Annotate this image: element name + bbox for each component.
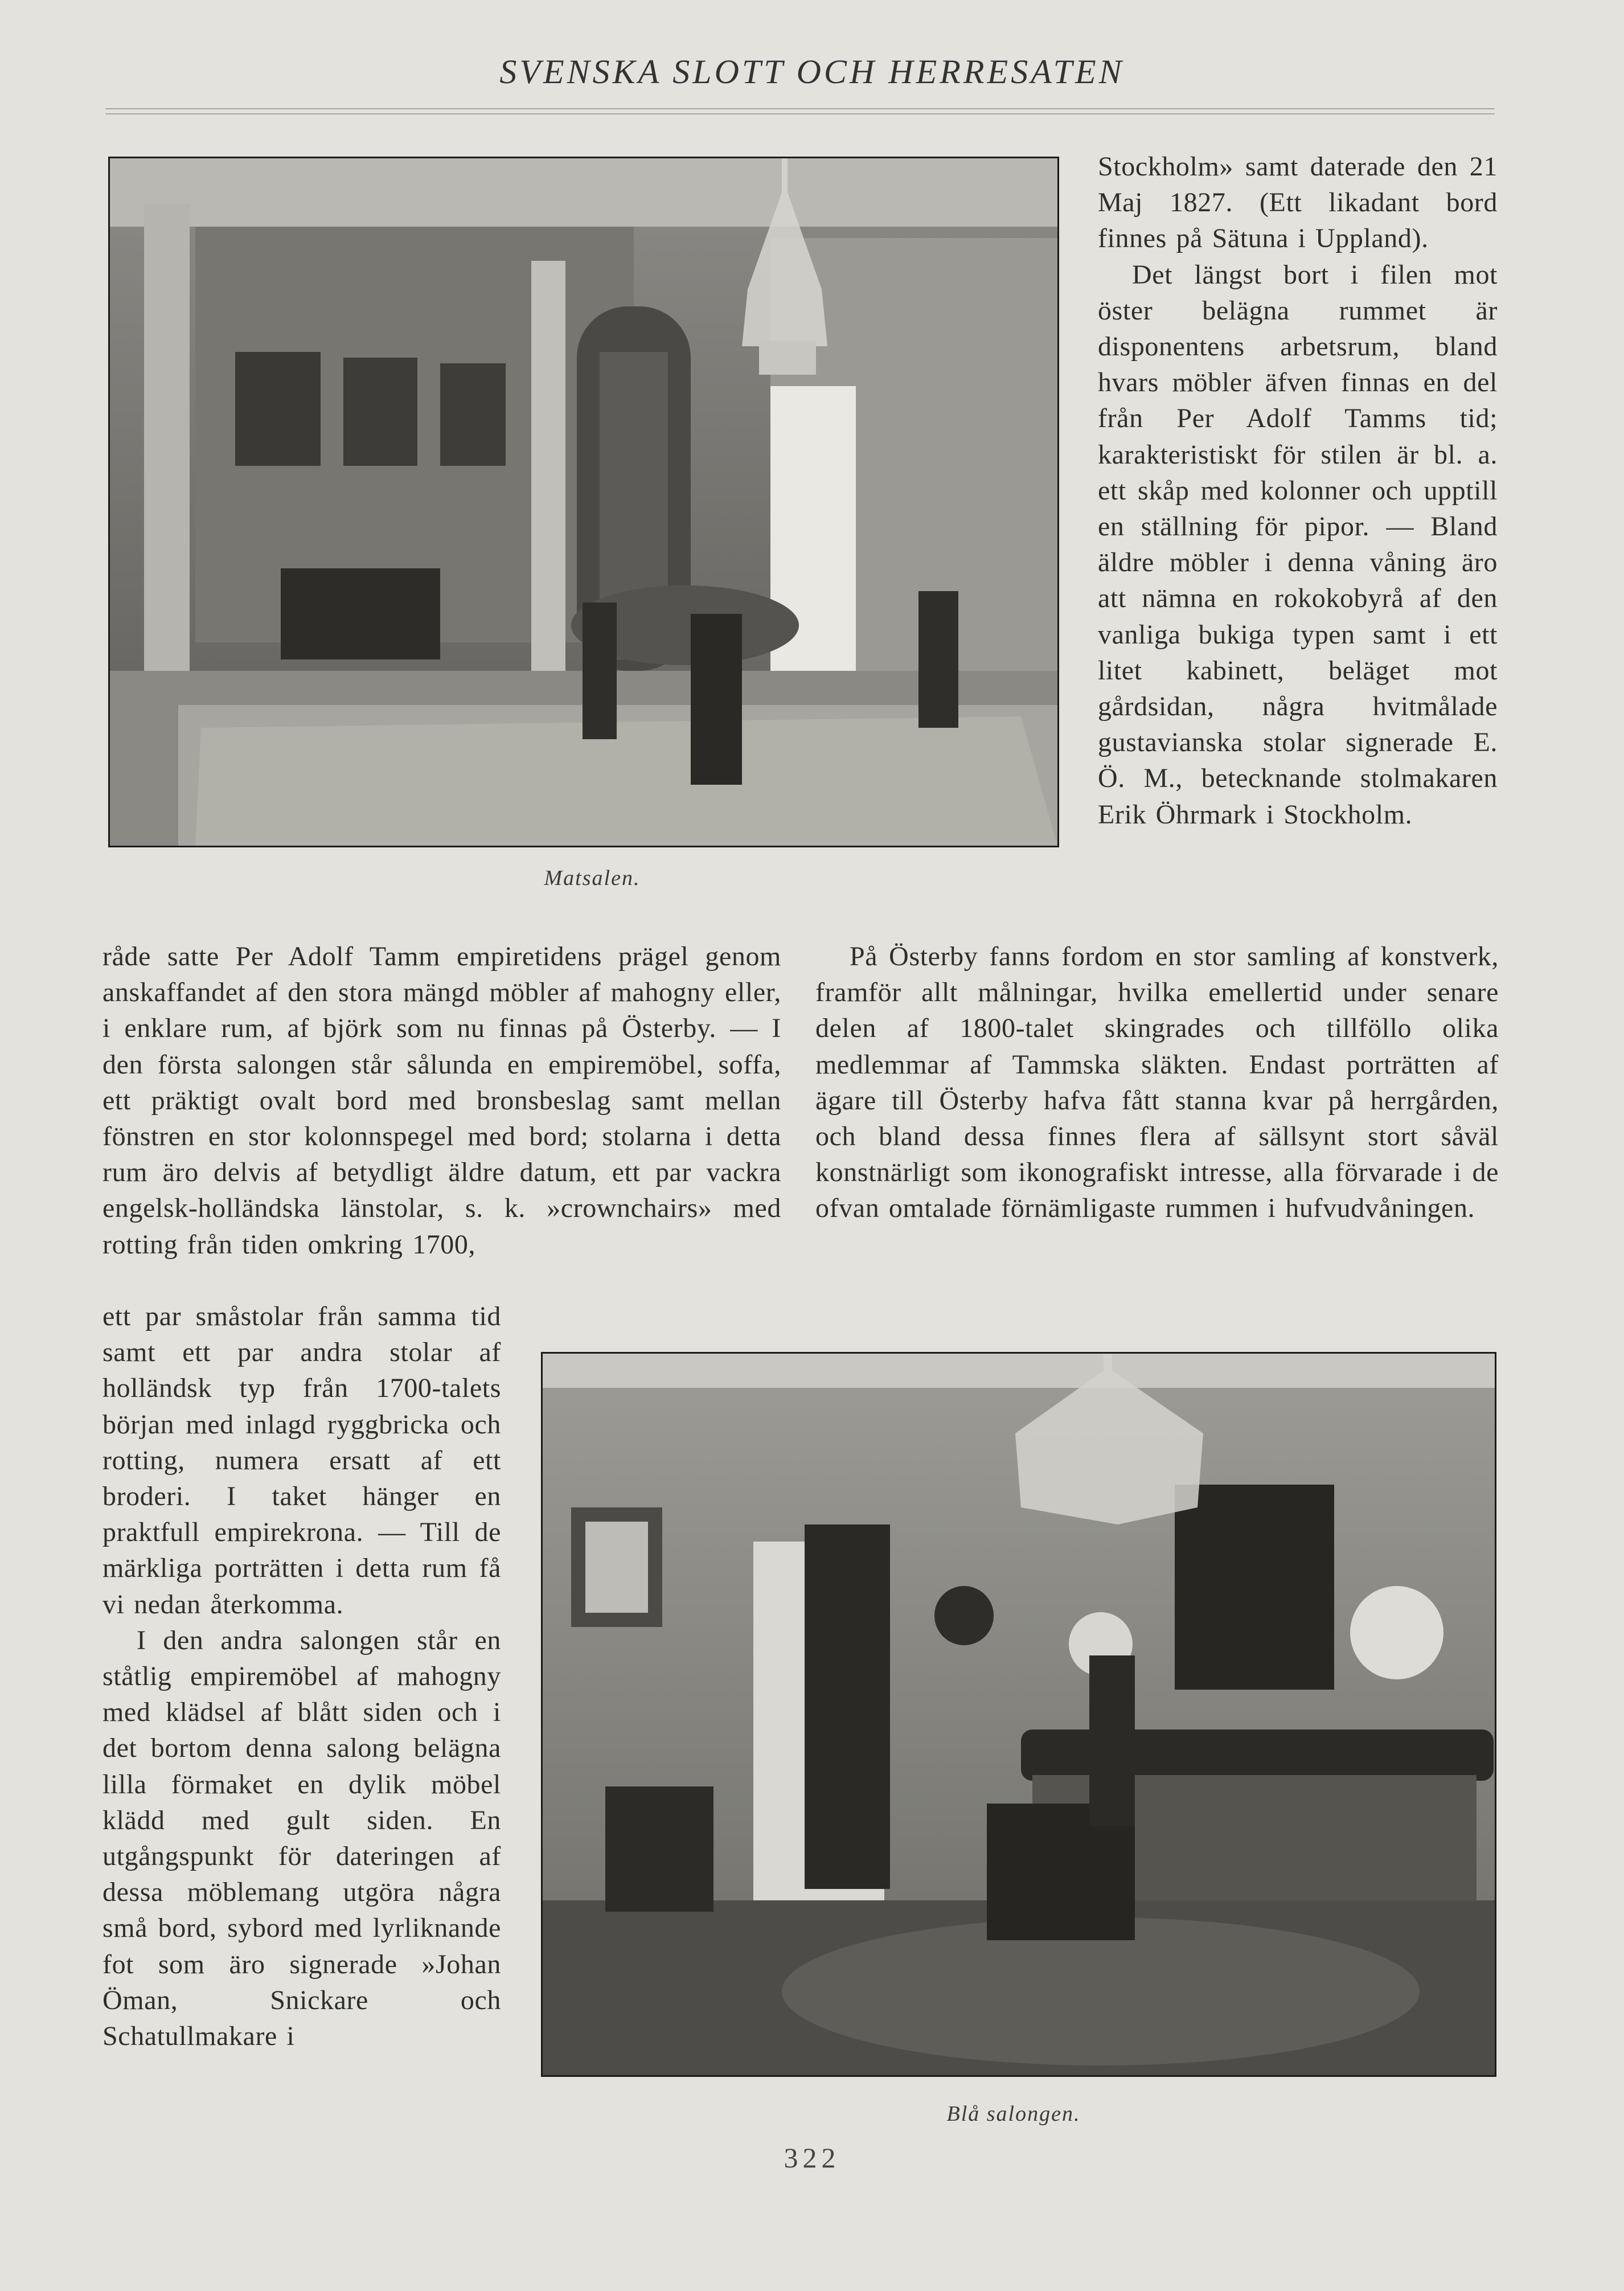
text-column-left-mid xyxy=(102,938,781,1263)
header-rule-double xyxy=(105,113,1495,114)
blue-salon-photo xyxy=(541,1352,1496,2077)
dining-room-photo xyxy=(108,157,1059,847)
paragraph: På Österby fanns fordom en stor samling af konstverk, framför allt målningar, hvilka emellertid under senare delen af 1800-talet skingrades och tillföllo olika medlemmar af Tammska släkten. Endast porträtten af ägare till Österby hafva fått stanna kvar på herrgården, och bland dessa finnes flera af sällsynt stort såväl konstnärligt som ikonografiskt intresse, alla förvarade i de ofvan omtalade förnämligaste rummen i hufvudvåningen. xyxy=(815,941,1499,1224)
text-column-right-top xyxy=(1098,149,1498,833)
page-number: 322 xyxy=(784,2142,840,2174)
paragraph: råde satte Per Adolf Tamm empiretidens prägel genom anskaffandet af den stora mängd möbler af mahogny eller, i enklare rum, af björk som nu finnas på Österby. — I den första salongen står sålunda en empiremöbel, soffa, ett präktigt ovalt bord med bronsbeslag samt mellan fönstren en stor kolonnspegel med bord; stolarna i detta rum äro delvis af betydligt äldre datum, ett par vackra engelsk-holländska länstolar, s. k. »crownchairs» med rotting från tiden omkring 1700, xyxy=(102,941,781,1260)
blue-salon-caption: Blå salongen. xyxy=(946,2102,1081,2126)
text-column-right-mid xyxy=(815,938,1499,1227)
paragraph: Det längst bort i filen mot öster belägna rummet är disponentens arbetsrum, bland hvars möbler äfven finnas en del från Per Adolf Tamms tid; karakteristiskt för stilen är bl. a. ett skåp med kolonner och upptill en ställning för pipor. — Bland äldre möbler i denna våning äro att nämna en rokokobyrå af den vanliga bukiga typen samt i ett litet kabinett, beläget mot gårdsidan, några hvitmålade gustavianska stolar signerade E. Ö. M., betecknande stolmakaren Erik Öhrmark i Stockholm. xyxy=(1098,259,1498,830)
dining-room-caption: Matsalen. xyxy=(544,866,641,890)
paragraph: ett par småstolar från samma tid samt ett par andra stolar af holländsk typ från 1700-talets början med inlagd ryggbricka och rotting, numera ersatt af ett broderi. I taket hänger en praktfull empirekrona. — Till de märkliga porträtten i detta rum få vi nedan återkomma. xyxy=(102,1301,501,1620)
running-head: SVENSKA SLOTT OCH HERRESATEN xyxy=(499,53,1125,91)
paragraph: Stockholm» samt daterade den 21 Maj 1827. (Ett likadant bord finnes på Sätuna i Uppland). xyxy=(1098,151,1498,254)
text-column-left-bottom xyxy=(102,1298,501,2054)
paragraph: I den andra salongen står en ståtlig empiremöbel af mahogny med klädsel af blått siden och i det bortom denna salong belägna lilla förmaket en dylik möbel klädd med gult siden. En utgångspunkt för dateringen af dessa möblemang utgöra några små bord, sybord med lyrliknande fot som äro signerade »Johan Öman, Snickare och Schatullmakare i xyxy=(102,1625,501,2052)
header-rule xyxy=(105,108,1495,109)
